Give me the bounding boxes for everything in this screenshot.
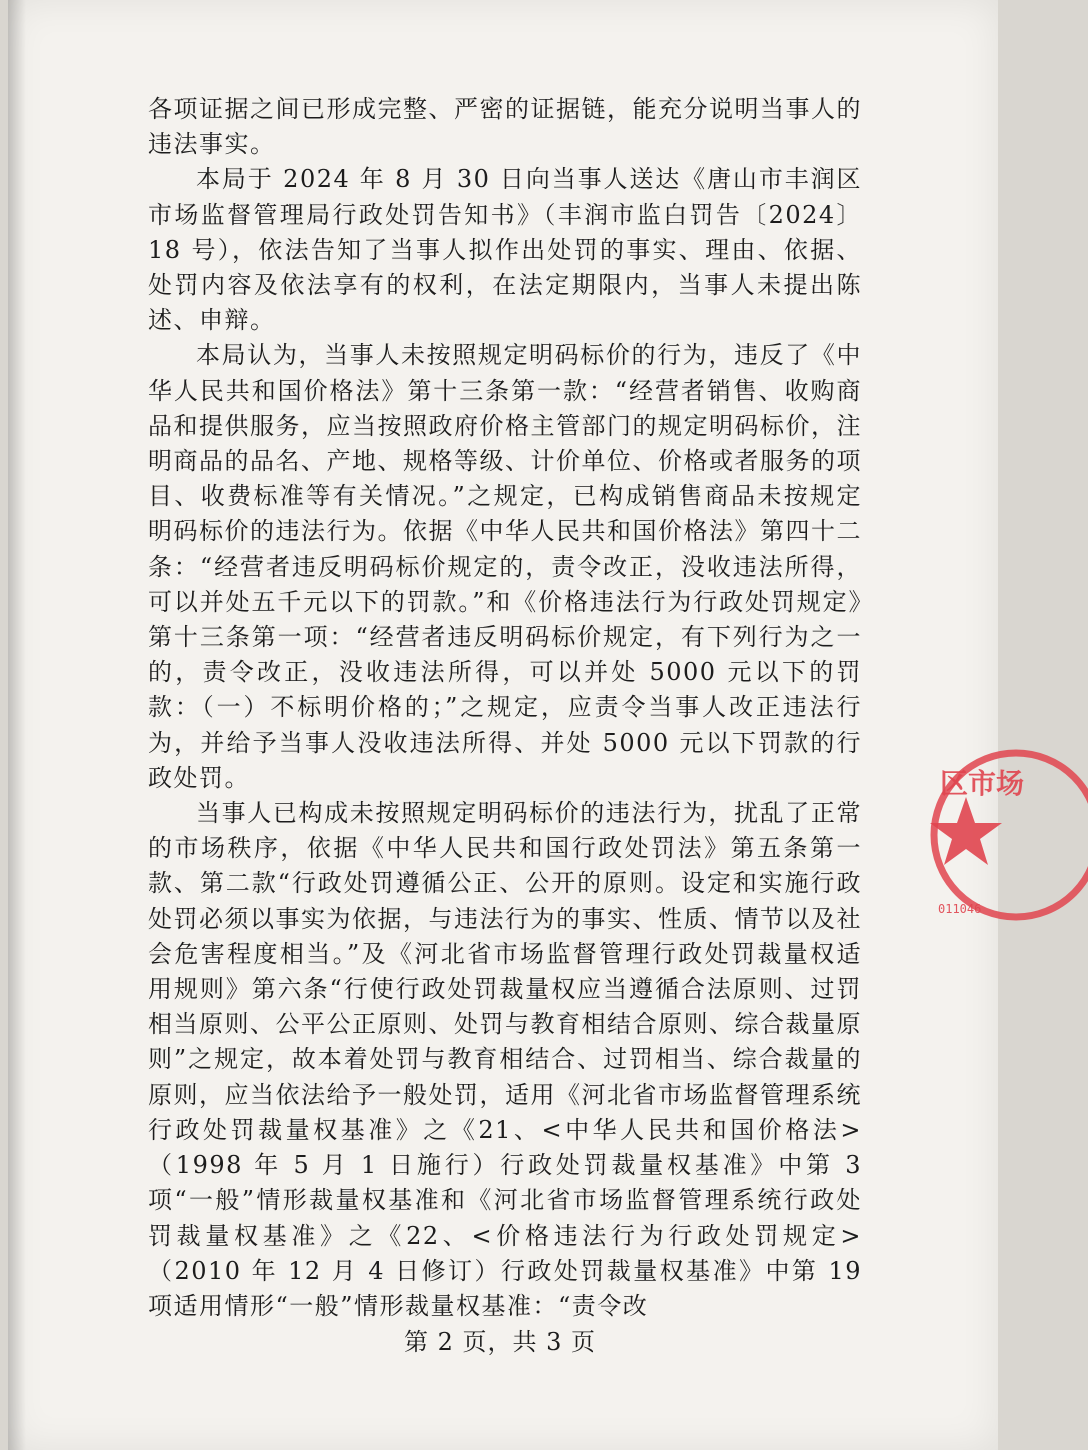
paragraph-3: 本局认为，当事人未按照规定明码标价的行为，违反了《中华人民共和国价格法》第十三条第一款：“经营者销售、收购商品和提供服务，应当按照政府价格主管部门的规定明码标价，注明商品的品名、产地、规格等级、计价单位、价格或者服务的项目、收费标准等有关情况。”之规定，已构成销售商品未按规定明码标价的违法行为。依据《中华人民共和国价格法》第四十二条：“经营者违反明码标价规定的，责令改正，没收违法所得，可以并处五千元以下的罚款。”和《价格违法行为行政处罚规定》第十三条第一项：“经营者违反明码标价规定，有下列行为之一的，责令改正，没收违法所得，可以并处 5000 元以下的罚款：（一）不标明价格的；”之规定，应责令当事人改正违法行为，并给予当事人没收违法所得、并处 5000 元以下罚款的行政处罚。	[148, 341, 862, 792]
document-body	[148, 92, 862, 1324]
paragraph-2: 本局于 2024 年 8 月 30 日向当事人送达《唐山市丰润区市场监督管理局行政处罚告知书》（丰润市监白罚告〔2024〕18 号），依法告知了当事人拟作出处罚的事实、理由、依据、处罚内容及依法享有的权利，在法定期限内，当事人未提出陈述、申辩。	[148, 165, 862, 335]
paragraph-1: 各项证据之间已形成完整、严密的证据链，能充分说明当事人的违法事实。	[148, 95, 862, 159]
seal-text: 区市场	[940, 767, 1025, 800]
page-edge-shadow	[8, 0, 26, 1450]
page-number-footer: 第 2 页，共 3 页	[403, 1328, 597, 1356]
official-seal	[928, 735, 1088, 935]
seal-number: 011046	[938, 902, 982, 916]
paragraph-4: 当事人已构成未按照规定明码标价的违法行为，扰乱了正常的市场秩序，依据《中华人民共和国行政处罚法》第五条第一款、第二款“行政处罚遵循公正、公开的原则。设定和实施行政处罚必须以事实为依据，与违法行为的事实、性质、情节以及社会危害程度相当。”及《河北省市场监督管理行政处罚裁量权适用规则》第六条“行使行政处罚裁量权应当遵循合法原则、过罚相当原则、公平公正原则、处罚与教育相结合原则、综合裁量原则”之规定，故本着处罚与教育相结合、过罚相当、综合裁量的原则，应当依法给予一般处罚，适用《河北省市场监督管理系统行政处罚裁量权基准》之《21、<中华人民共和国价格法>（1998 年 5 月 1 日施行）行政处罚裁量权基准》中第 3 项“一般”情形裁量权基准和《河北省市场监督管理系统行政处罚裁量权基准》之《22、<价格违法行为行政处罚规定>（2010 年 12 月 4 日修订）行政处罚裁量权基准》中第 19 项适用情形“一般”情形裁量权基准：“责令改	[148, 799, 862, 1320]
